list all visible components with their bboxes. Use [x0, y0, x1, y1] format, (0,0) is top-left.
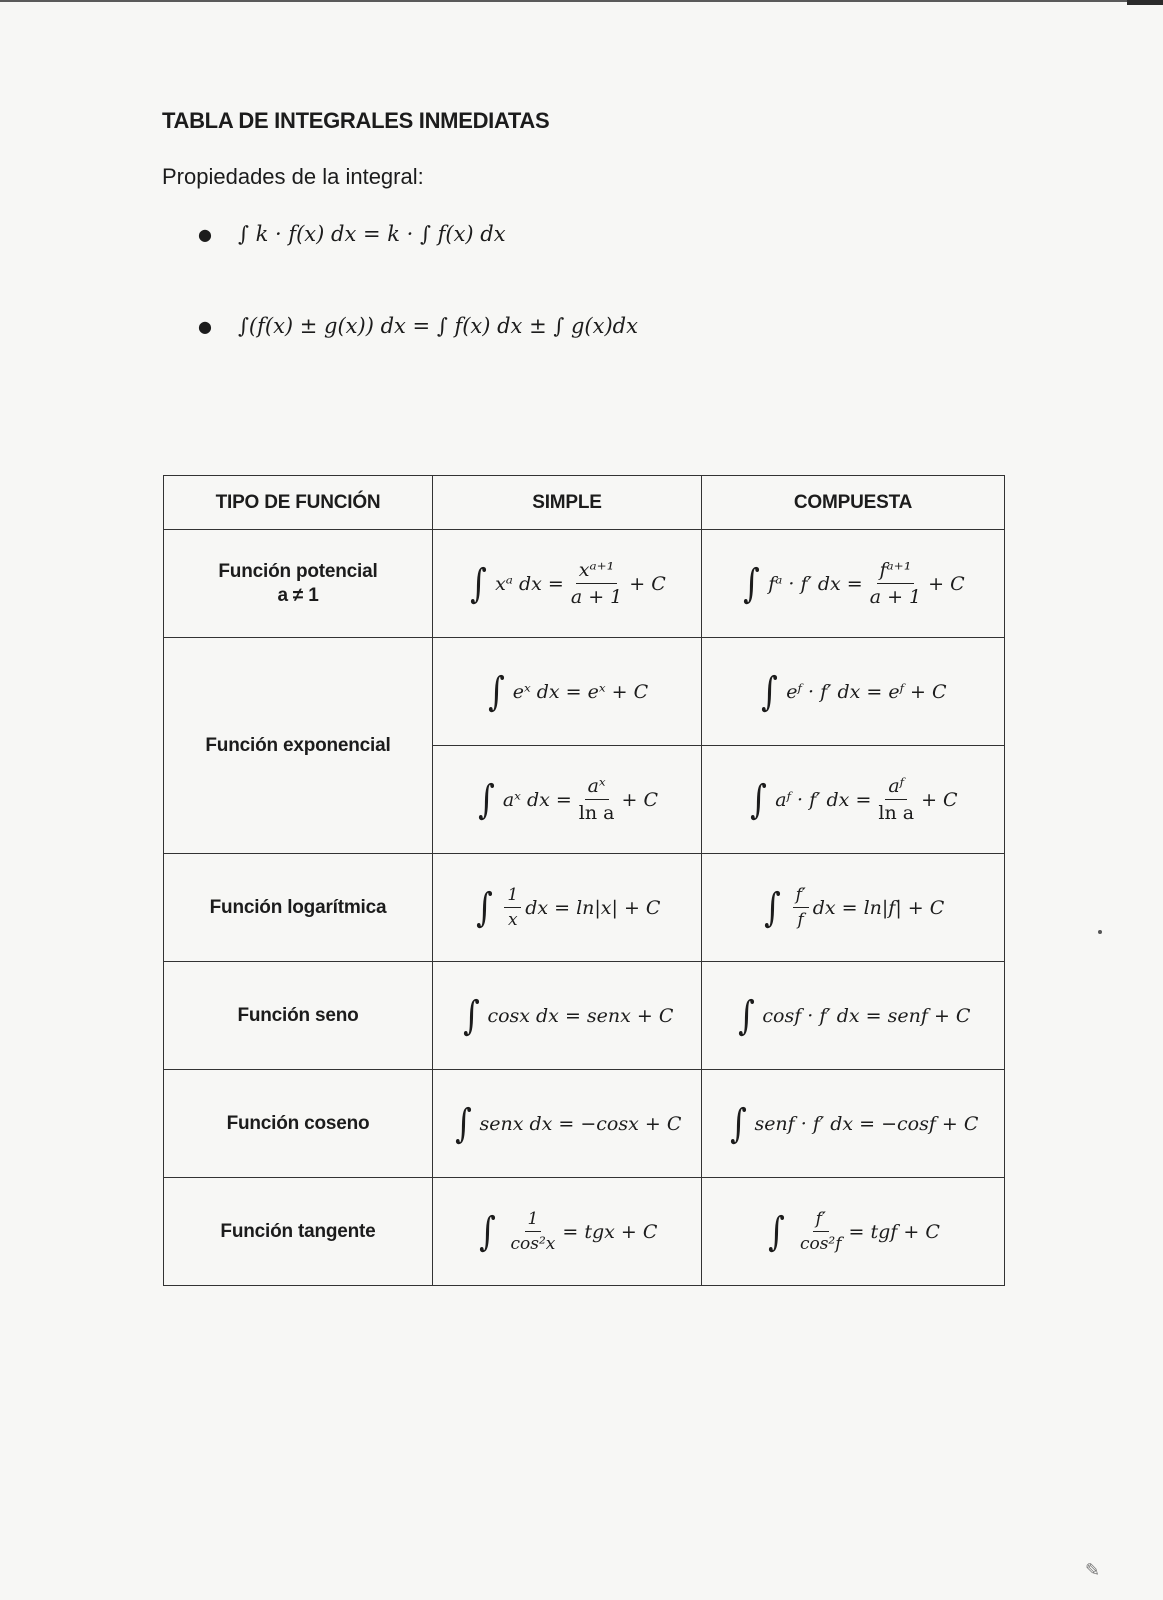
table-header-row	[164, 476, 1005, 530]
integral-sign-icon: ∫	[478, 776, 495, 823]
row-type-coseno: Función coseno	[164, 1070, 433, 1178]
formula-seno-compuesta: ∫ cosf · f′ dx = senf + C	[737, 992, 971, 1039]
table-row	[164, 1070, 1005, 1178]
row-type-potencial	[164, 530, 433, 638]
integral-sign-icon: ∫	[737, 992, 755, 1039]
table-row	[164, 530, 1005, 638]
property-formula: ∫ k · f(x) dx = k · ∫ f(x) dx	[237, 222, 506, 246]
formula-cell	[433, 746, 702, 854]
formula-exp-a-simple: ∫ aˣ dx = $\frac{\text{aˣ}}{\text{ln a}}$ + C	[478, 775, 658, 824]
scan-top-edge	[0, 0, 1163, 2]
formula-exp-e-compuesta: ∫ eᶠ · f′ dx = eᶠ + C	[761, 668, 947, 715]
formula-exp-e-simple: ∫ eˣ dx = eˣ + C	[487, 668, 649, 715]
integral-sign-icon: ∫	[743, 560, 761, 607]
properties-heading: Propiedades de la integral:	[162, 164, 424, 189]
header-tipo: TIPO DE FUNCIÓN	[164, 476, 433, 530]
formula-seno-simple: ∫ cosx dx = senx + C	[462, 992, 674, 1039]
scan-smudge-icon: ✎	[1085, 1560, 1101, 1580]
formula-potencial-simple: ∫ xᵃ dx = $\frac{\text{xᵃ⁺¹}}{a + 1}$ + C	[470, 559, 666, 608]
formula-log-simple: ∫ $\frac{1}{x}$ dx = ln|x| + C	[475, 884, 661, 931]
row-type-tangente: Función tangente	[164, 1178, 433, 1286]
integral-sign-icon: ∫	[475, 884, 493, 931]
bullet-icon: ●	[198, 224, 212, 244]
integral-sign-icon: ∫	[462, 992, 480, 1039]
bullet-icon: ●	[198, 316, 212, 336]
integral-sign-icon: ∫	[478, 1208, 496, 1255]
formula-cell	[702, 638, 1005, 746]
header-simple: SIMPLE	[433, 476, 702, 530]
integral-sign-icon: ∫	[761, 668, 779, 715]
formula-cell	[433, 854, 702, 962]
integral-sign-icon: ∫	[470, 560, 488, 607]
row-type-exponencial: Función exponencial	[164, 638, 433, 854]
formula-cell	[702, 962, 1005, 1070]
table-row	[164, 854, 1005, 962]
header-compuesta: COMPUESTA	[702, 476, 1005, 530]
property-item	[198, 314, 638, 338]
formula-exp-a-compuesta: ∫ aᶠ · f′ dx = $\frac{\text{aᶠ}}{\text{ln a}}$ + C	[750, 775, 958, 824]
property-item	[198, 222, 506, 246]
formula-cell	[433, 962, 702, 1070]
page-title: TABLA DE INTEGRALES INMEDIATAS	[162, 108, 550, 133]
table-row	[164, 1178, 1005, 1286]
formula-potencial-compuesta: ∫ fᵃ · f′ dx = $\frac{\text{fᵃ⁺¹}}{a + 1}$ + C	[743, 559, 965, 608]
formula-tan-simple: ∫ $\frac{1}{\text{cos²x}}$ = tgx + C	[478, 1208, 658, 1255]
integrals-table	[163, 475, 1005, 1286]
formula-cell	[433, 1070, 702, 1178]
integral-sign-icon: ∫	[763, 884, 781, 931]
table-row	[164, 638, 1005, 746]
formula-cell	[702, 1178, 1005, 1286]
formula-cell	[702, 530, 1005, 638]
formula-log-compuesta: ∫ $\frac{f'}{f}$ dx = ln|f| + C	[763, 884, 945, 931]
row-type-logaritmica: Función logarítmica	[164, 854, 433, 962]
formula-cell	[702, 1070, 1005, 1178]
scan-corner-edge	[1127, 0, 1163, 5]
formula-cell	[433, 530, 702, 638]
formula-coseno-simple: ∫ senx dx = −cosx + C	[454, 1100, 682, 1147]
formula-cell	[702, 854, 1005, 962]
integral-sign-icon: ∫	[768, 1208, 785, 1255]
formula-cell	[702, 746, 1005, 854]
row-type-seno: Función seno	[164, 962, 433, 1070]
property-formula: ∫(f(x) ± g(x)) dx = ∫ f(x) dx ± ∫ g(x)dx	[237, 314, 638, 338]
integral-sign-icon: ∫	[729, 1100, 747, 1147]
integral-sign-icon: ∫	[454, 1100, 472, 1147]
integral-sign-icon: ∫	[487, 668, 505, 715]
formula-cell	[433, 638, 702, 746]
type-condition: a ≠ 1	[277, 584, 319, 606]
type-label: Función potencial	[218, 560, 378, 582]
table-row	[164, 962, 1005, 1070]
formula-coseno-compuesta: ∫ senf · f′ dx = −cosf + C	[729, 1100, 979, 1147]
formula-tan-compuesta: ∫ $\frac{f'}{\text{cos²f}}$ = tgf + C	[768, 1208, 940, 1255]
integral-sign-icon: ∫	[750, 776, 768, 823]
formula-cell	[433, 1178, 702, 1286]
scan-speck	[1098, 930, 1102, 934]
